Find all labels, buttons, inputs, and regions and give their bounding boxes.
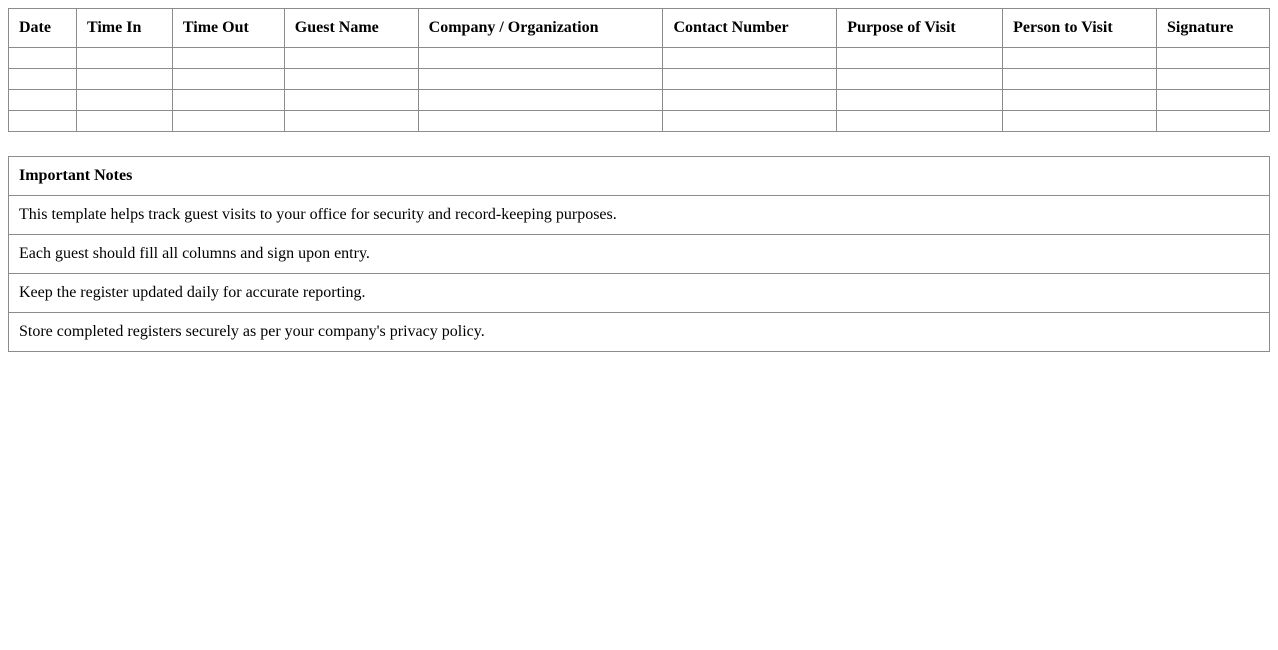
table-cell[interactable] (172, 48, 284, 69)
table-cell[interactable] (9, 90, 77, 111)
guest-register-table (8, 8, 1270, 132)
table-cell[interactable] (418, 69, 663, 90)
table-row (9, 48, 1270, 69)
table-cell[interactable] (837, 90, 1003, 111)
note-text: Store completed registers securely as per your company's privacy policy. (9, 313, 1270, 352)
table-cell[interactable] (1003, 90, 1157, 111)
table-cell[interactable] (76, 48, 172, 69)
table-cell[interactable] (284, 111, 418, 132)
table-cell[interactable] (9, 111, 77, 132)
column-header-date: Date (9, 9, 77, 48)
column-header-contact-number: Contact Number (663, 9, 837, 48)
table-cell[interactable] (284, 48, 418, 69)
table-cell[interactable] (837, 69, 1003, 90)
table-cell[interactable] (837, 111, 1003, 132)
table-cell[interactable] (1156, 69, 1269, 90)
table-cell[interactable] (418, 90, 663, 111)
table-cell[interactable] (418, 48, 663, 69)
table-cell[interactable] (663, 69, 837, 90)
table-cell[interactable] (1003, 48, 1157, 69)
column-header-company: Company / Organization (418, 9, 663, 48)
table-row (9, 69, 1270, 90)
register-body (9, 48, 1270, 132)
note-row (9, 235, 1270, 274)
note-text: Keep the register updated daily for accurate reporting. (9, 274, 1270, 313)
table-cell[interactable] (663, 90, 837, 111)
table-cell[interactable] (284, 69, 418, 90)
table-cell[interactable] (172, 69, 284, 90)
column-header-person-to-visit: Person to Visit (1003, 9, 1157, 48)
header-row (9, 9, 1270, 48)
table-cell[interactable] (1003, 111, 1157, 132)
table-cell[interactable] (663, 48, 837, 69)
table-row (9, 111, 1270, 132)
notes-title-row (9, 157, 1270, 196)
table-cell[interactable] (76, 90, 172, 111)
note-text: Each guest should fill all columns and sign upon entry. (9, 235, 1270, 274)
note-row (9, 274, 1270, 313)
table-cell[interactable] (9, 48, 77, 69)
notes-title: Important Notes (9, 157, 1270, 196)
table-cell[interactable] (663, 111, 837, 132)
column-header-guest-name: Guest Name (284, 9, 418, 48)
column-header-purpose: Purpose of Visit (837, 9, 1003, 48)
table-cell[interactable] (172, 111, 284, 132)
column-header-time-in: Time In (76, 9, 172, 48)
table-row (9, 90, 1270, 111)
table-cell[interactable] (1156, 48, 1269, 69)
note-row (9, 196, 1270, 235)
column-header-time-out: Time Out (172, 9, 284, 48)
table-cell[interactable] (9, 69, 77, 90)
table-cell[interactable] (418, 111, 663, 132)
table-cell[interactable] (1156, 111, 1269, 132)
important-notes-table (8, 156, 1270, 352)
note-row (9, 313, 1270, 352)
column-header-signature: Signature (1156, 9, 1269, 48)
table-cell[interactable] (284, 90, 418, 111)
table-cell[interactable] (1003, 69, 1157, 90)
table-cell[interactable] (76, 69, 172, 90)
table-cell[interactable] (1156, 90, 1269, 111)
table-cell[interactable] (76, 111, 172, 132)
table-cell[interactable] (837, 48, 1003, 69)
note-text: This template helps track guest visits to your office for security and record-keeping purposes. (9, 196, 1270, 235)
table-cell[interactable] (172, 90, 284, 111)
